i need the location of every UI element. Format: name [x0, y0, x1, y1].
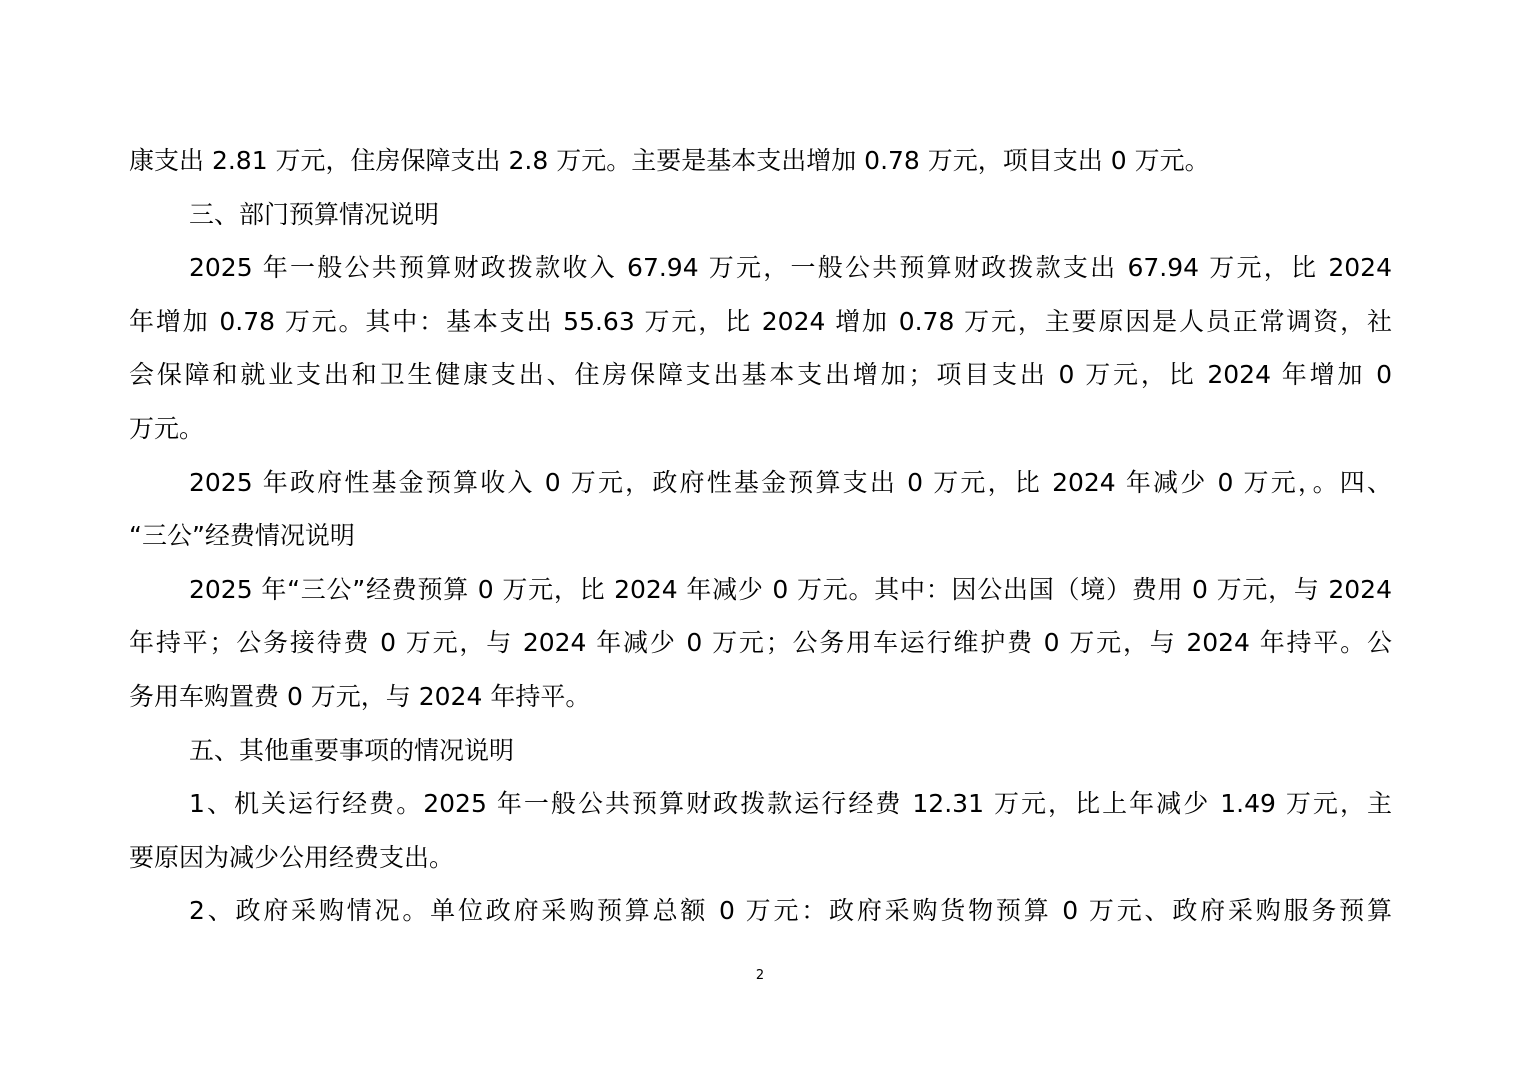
section-heading: 五、其他重要事项的情况说明 [189, 735, 515, 765]
paragraph-line: 康支出 2.81 万元，住房保障支出 2.8 万元。主要是基本支出增加 0.78 万元，项目支出 0 万元。 [129, 146, 1210, 175]
paragraph-line: 要原因为减少公用经费支出。 [129, 842, 455, 872]
section-heading: “三公”经费情况说明 [129, 521, 355, 551]
paragraph-line: 2025 年“三公”经费预算 0 万元，比 2024 年减少 0 万元。其中：因公出国（境）费用 0 万元，与 2024 [189, 574, 1392, 604]
paragraph-line: 年持平；公务接待费 0 万元，与 2024 年减少 0 万元；公务用车运行维护费 0 万元，与 2024 年持平。公 [129, 628, 1392, 658]
paragraph-line: 2025 年一般公共预算财政拨款收入 67.94 万元，一般公共预算财政拨款支出 67.94 万元，比 2024 [189, 253, 1392, 283]
paragraph-line: 万元。 [129, 413, 205, 443]
paragraph-line: 务用车购置费 0 万元，与 2024 年持平。 [129, 681, 591, 711]
section-heading: 三、部门预算情况说明 [189, 199, 440, 229]
paragraph-line: 1、机关运行经费。2025 年一般公共预算财政拨款运行经费 12.31 万元，比上年减少 1.49 万元，主 [189, 789, 1392, 819]
paragraph-line: 会保障和就业支出和卫生健康支出、住房保障支出基本支出增加；项目支出 0 万元，比 2024 年增加 0 [129, 360, 1392, 390]
paragraph-line: 2、政府采购情况。单位政府采购预算总额 0 万元：政府采购货物预算 0 万元、政府采购服务预算 [189, 896, 1392, 926]
paragraph-line: 年增加 0.78 万元。其中：基本支出 55.63 万元，比 2024 增加 0.78 万元，主要原因是人员正常调资，社 [129, 306, 1392, 336]
page-number: 2 [755, 968, 765, 983]
paragraph-line: 2025 年政府性基金预算收入 0 万元，政府性基金预算支出 0 万元，比 2024 年减少 0 万元，。四、 [189, 467, 1392, 497]
document-body [129, 134, 1392, 938]
